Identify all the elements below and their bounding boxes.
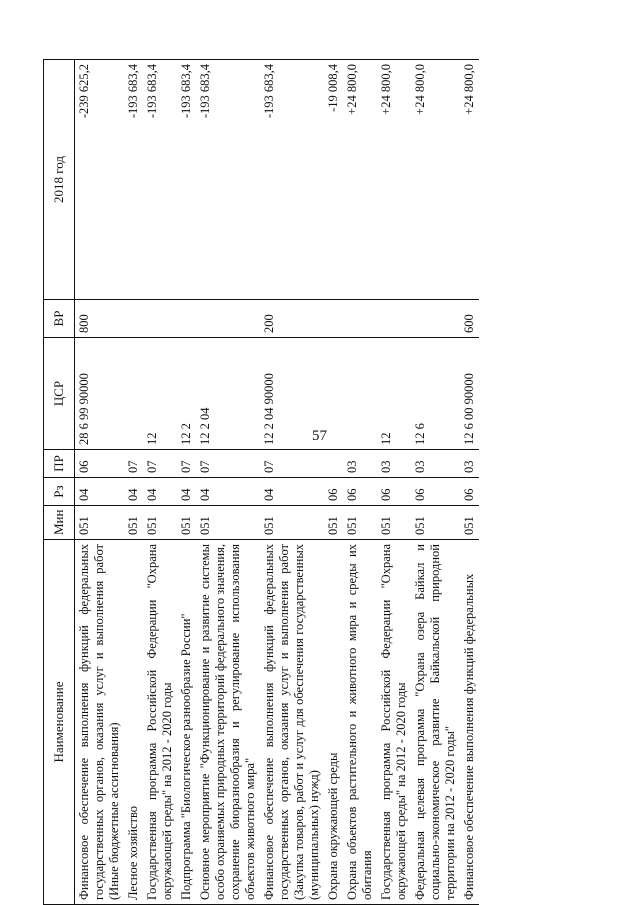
table-row xyxy=(324,60,343,905)
header-year: 2018 год xyxy=(44,60,75,300)
cell-rz: 06 xyxy=(324,478,343,506)
table-row xyxy=(196,60,260,905)
cell-rz: 04 xyxy=(124,478,143,506)
cell-sum: -193 683,4 xyxy=(177,60,196,300)
cell-name: Финансовое обеспечение выполнения функций федеральных государственных органов, оказания услуг и выполнения работ (Иные бюджетные ассигнования) xyxy=(75,540,125,905)
cell-csr: 12 2 04 90000 xyxy=(260,338,324,450)
cell-min: 051 xyxy=(343,506,377,540)
cell-sum: +24 800,0 xyxy=(411,60,460,300)
page-number: 57 xyxy=(312,428,327,444)
cell-rz: 04 xyxy=(177,478,196,506)
cell-min: 051 xyxy=(124,506,143,540)
cell-csr xyxy=(324,338,343,450)
cell-min: 051 xyxy=(377,506,411,540)
cell-vr xyxy=(196,300,260,338)
cell-name: Охрана окружающей среды xyxy=(324,540,343,905)
cell-min: 051 xyxy=(460,506,479,540)
cell-pr: 07 xyxy=(196,450,260,478)
cell-csr: 12 xyxy=(377,338,411,450)
table-row xyxy=(377,60,411,905)
table-row xyxy=(143,60,177,905)
header-pr: ПР xyxy=(44,450,75,478)
cell-min: 051 xyxy=(143,506,177,540)
cell-pr: 07 xyxy=(124,450,143,478)
cell-min: 051 xyxy=(196,506,260,540)
cell-name: Государственная программа Российской Федерации "Охрана окружающей среды" на 2012 - 2020 годы xyxy=(377,540,411,905)
cell-sum: +24 800,0 xyxy=(460,60,479,300)
cell-sum: -239 625,2 xyxy=(75,60,125,300)
cell-rz: 06 xyxy=(343,478,377,506)
cell-csr: 12 2 xyxy=(177,338,196,450)
cell-name: Государственная программа Российской Федерации "Охрана окружающей среды" на 2012 - 2020 годы xyxy=(143,540,177,905)
cell-pr xyxy=(324,450,343,478)
cell-csr: 28 6 99 90000 xyxy=(75,338,125,450)
table-row xyxy=(177,60,196,905)
cell-vr xyxy=(177,300,196,338)
cell-sum: -193 683,4 xyxy=(260,60,324,300)
cell-name: Финансовое обеспечение выполнения функций федеральных государственных органов, оказания услуг и выполнения работ (Закупка товаров, работ и услуг для обеспечения государственных (муниципальных) нужд) xyxy=(260,540,324,905)
cell-pr: 03 xyxy=(377,450,411,478)
header-name: Наименование xyxy=(44,540,75,905)
header-rz: Рз xyxy=(44,478,75,506)
cell-min: 051 xyxy=(260,506,324,540)
cell-csr: 12 6 00 90000 xyxy=(460,338,479,450)
cell-sum: -193 683,4 xyxy=(143,60,177,300)
header-min: Мин xyxy=(44,506,75,540)
table-row xyxy=(260,60,324,905)
table-row xyxy=(343,60,377,905)
cell-sum: -193 683,4 xyxy=(196,60,260,300)
cell-vr xyxy=(411,300,460,338)
budget-table-rotated xyxy=(43,60,578,905)
cell-pr: 06 xyxy=(75,450,125,478)
cell-csr xyxy=(343,338,377,450)
cell-min: 051 xyxy=(411,506,460,540)
cell-name: Охрана объектов растительного и животного мира и среды их обитания xyxy=(343,540,377,905)
cell-pr: 07 xyxy=(143,450,177,478)
budget-table xyxy=(43,59,479,905)
cell-csr xyxy=(124,338,143,450)
cell-vr xyxy=(143,300,177,338)
cell-rz: 06 xyxy=(460,478,479,506)
cell-min: 051 xyxy=(324,506,343,540)
table-row xyxy=(124,60,143,905)
cell-min: 051 xyxy=(177,506,196,540)
cell-name: Подпрограмма "Биологическое разнообразие России" xyxy=(177,540,196,905)
cell-name: Лесное хозяйство xyxy=(124,540,143,905)
cell-sum: -193 683,4 xyxy=(124,60,143,300)
cell-rz: 04 xyxy=(143,478,177,506)
cell-rz: 04 xyxy=(260,478,324,506)
cell-name: Финансовое обеспечение выполнения функций федеральных xyxy=(460,540,479,905)
table-row xyxy=(460,60,479,905)
cell-vr: 200 xyxy=(260,300,324,338)
cell-rz: 06 xyxy=(377,478,411,506)
cell-sum: +24 800,0 xyxy=(377,60,411,300)
header-vr: ВР xyxy=(44,300,75,338)
cell-vr xyxy=(324,300,343,338)
table-row xyxy=(75,60,125,905)
header-csr: ЦСР xyxy=(44,338,75,450)
cell-rz: 04 xyxy=(75,478,125,506)
cell-vr: 800 xyxy=(75,300,125,338)
cell-pr: 03 xyxy=(411,450,460,478)
cell-vr: 600 xyxy=(460,300,479,338)
cell-sum: +24 800,0 xyxy=(343,60,377,300)
cell-pr: 03 xyxy=(460,450,479,478)
header-row xyxy=(44,60,75,905)
cell-rz: 04 xyxy=(196,478,260,506)
cell-sum: -19 008,4 xyxy=(324,60,343,300)
cell-csr: 12 xyxy=(143,338,177,450)
table-row xyxy=(411,60,460,905)
cell-csr: 12 2 04 xyxy=(196,338,260,450)
cell-csr: 12 6 xyxy=(411,338,460,450)
cell-vr xyxy=(343,300,377,338)
cell-vr xyxy=(377,300,411,338)
cell-rz: 06 xyxy=(411,478,460,506)
cell-pr: 07 xyxy=(260,450,324,478)
cell-min: 051 xyxy=(75,506,125,540)
cell-name: Федеральная целевая программа "Охрана озера Байкал и социально-экономическое развитие Байкальской природной территории на 2012 - 2020 годы" xyxy=(411,540,460,905)
cell-vr xyxy=(124,300,143,338)
cell-pr: 03 xyxy=(343,450,377,478)
cell-pr: 07 xyxy=(177,450,196,478)
cell-name: Основное мероприятие "Функционирование и развитие системы особо охраняемых природных территорий федерального значения, сохранение биоразнообразия и регулирование использования объектов животного мира" xyxy=(196,540,260,905)
